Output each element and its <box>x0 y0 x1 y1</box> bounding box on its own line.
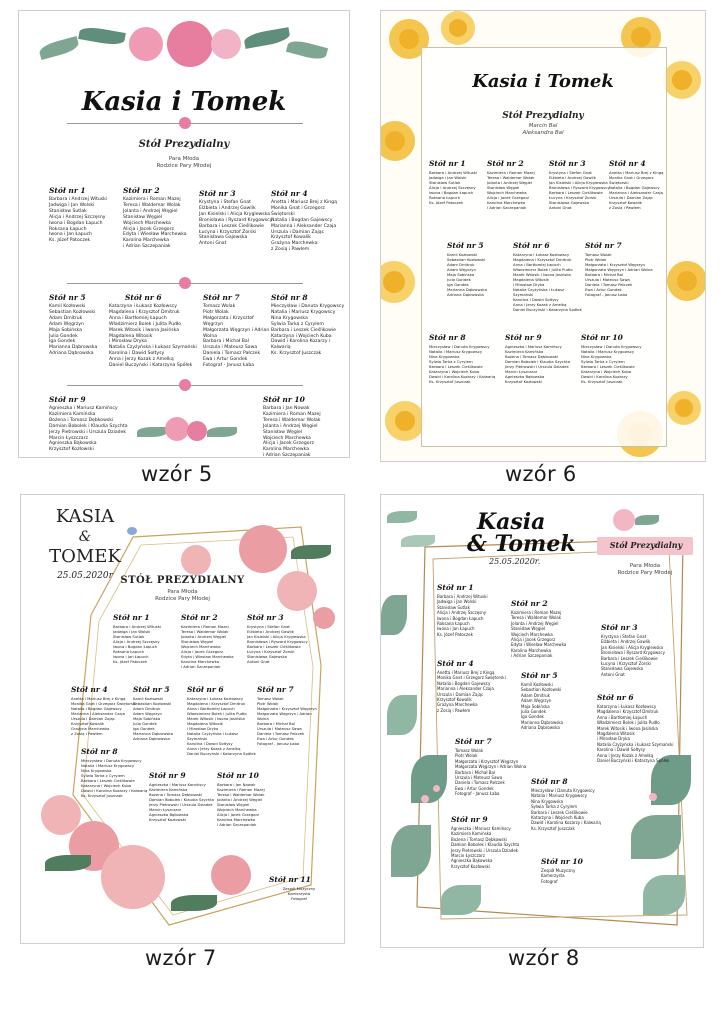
table-block <box>217 771 287 827</box>
table-block <box>597 693 691 763</box>
template-7-card[interactable] <box>20 494 345 944</box>
table-number-label: Stół nr 4 <box>609 159 646 168</box>
table-number-label: Stół nr 8 <box>271 293 308 302</box>
template-caption: wzór 8 <box>508 946 580 970</box>
table-guest-list: Tomasz Wolak Piotr Wolak Małgorzata i Krzysztof Węgrzyn Małgorzata Węgrzyn i Adrian Wolna Barbara i Michał Bal Urszula i Mateusz Sawa Daniela i Tomasz Pałczek Ewa i Artur Gondek Fotograf - Janusz Łaba <box>455 748 527 797</box>
floral-footer-decoration <box>137 411 237 451</box>
template-caption: wzór 5 <box>141 462 213 486</box>
table-guest-list: Tomasz Wolak Piotr Wolak Małgorzata i Krzysztof Węgrzyn Małgorzata Węgrzyn i Adrian Wolna Barbara i Michał Bal Urszula i Mateusz Sawa Daniela i Tomasz Pałczek Ewa i Artur Gondek Fotograf - Janusz Łaba <box>257 696 317 746</box>
table-block <box>601 623 689 677</box>
table-number-label: Stół nr 6 <box>125 293 162 302</box>
table-number-label: Stół nr 9 <box>149 771 186 780</box>
table-number-label: Stół nr 3 <box>601 623 638 632</box>
table-block <box>263 395 347 458</box>
table-guest-list: Kamil Kozłowski Sebastian Kozłowski Adam Dmitruk Adam Węgrzyn Maja Sobińska Julia Gondek Iga Gondek Marianna Dąbrowska Adriana Dąbrowska <box>521 682 564 731</box>
table-block <box>451 815 547 869</box>
table-number-label: Stół nr 7 <box>455 737 492 746</box>
table-number-label: Stół nr 7 <box>257 685 294 694</box>
table-guest-list: Agnieszka i Mariusz Kamińscy Kazimiera Kamińska Bożena i Tomasz Dębkowski Damian Bobolek i Klaudia Szychta Jerzy Pietrowski i Urszula Dziadek Marcin Łyszczarz Agnieszka Bąkowska Krzysztof Kozłowski <box>49 406 128 453</box>
table-block <box>71 685 137 736</box>
table-guest-list: Kazimiera i Roman Mazej Teresa i Waldemar Wolak Jolanta i Andrzej Węgiel Stanisław Węgiel Wojciech Marchewka Alicja i Jacek Grzegorz Edyta i Wiesław Marchewka Karolina Marchewka i Adrian Szczepaniak <box>181 624 234 669</box>
table-number-label: Stół nr 1 <box>49 186 86 195</box>
table-number-label: Stół nr 1 <box>429 159 466 168</box>
table-block <box>113 613 179 664</box>
table-guest-list: Agnieszka i Mariusz Kamińscy Kazimiera Kamińska Bożena i Tomasz Dębkowski Damian Bobolek i Klaudia Szychta Jerzy Pietrowski i Urszula Dziadek Marcin Łyszczarz Agnieszka Bąkowska Krzysztof Kozłowski <box>505 344 570 384</box>
table-guest-list: Barbara i Andrzej Wituski Jadwiga i Jan Wolski Stanisław Sutlak Alicja i Andrzej Szczęsny Iwona i Bogdan Łapuch Roksana Łapuch Iwona i Jan Łapuch Ks. Józef Patoczek <box>437 594 488 637</box>
table-guest-list: Barbara i Andrzej Wituski Jadwiga i Jan Wolski Stanisław Sutlak Alicja i Andrzej Szczęsny Iwona i Bogdan Łapuch Roksana Łapuch Iwona i Jan Łapuch Ks. Józef Patoczek <box>49 197 108 244</box>
table-block <box>513 241 585 312</box>
head-table-title: Stół Prezydialny <box>609 540 683 550</box>
table-number-label: Stół nr 11 <box>269 875 311 884</box>
table-number-label: Stół nr 1 <box>437 583 474 592</box>
table-guest-list: Mieczysław i Danuta Krygowscy Natalia i Mariusz Krygowscy Nina Krygowska Sylwia Tarka z Cyrylem Barbara i Leszek Cieślikowie Katarzyna i Wojciech Kuba Dawid i Karolina Kozarzy i Kalwarią Ks. Krzysztof Juszczak <box>531 788 601 831</box>
table-number-label: Stół nr 4 <box>71 685 108 694</box>
table-block <box>609 159 671 210</box>
table-guest-list: Anetta i Mariusz Brej z Kingą Monika Gnat i Grzegorz Świętorski Natalia i Bogdan Gajewscy Marianna i Aleksander Czaja Urszula i Damian Zając Krzysztof Kowalik z Zosią i Pawłem <box>609 170 664 210</box>
table-block <box>581 333 657 384</box>
table-guest-list: Katarzyna i Łukasz Kozłowscy Magdalena i Krzysztof Dmitruk Anna i Bartłomiej Łapuch Władzimierz Bolek i Julita Pudło Marek Witosik i Iwona Jasińska Magdalena Witosik i Mirosław Dryka Natalia Czyżyńska i Łukasz Szymański Karolina i Dawid Sołtysy Anna i Jerzy Kozak z Amelką Daniel Buczyński i Katarzyna Spółek <box>187 696 256 756</box>
head-table-guests: Para Młoda Rodzice Pary Młodej <box>156 156 212 169</box>
head-table-guests: Para Młoda Rodzice Pary Młodej <box>617 563 673 576</box>
table-number-label: Stół nr 8 <box>531 777 568 786</box>
table-guest-list: Kamil Kozłowski Sebastian Kozłowski Adam Dmitruk Adam Węgrzyn Maja Sobińska Julia Gondek Iga Gondek Marianna Dąbrowska Adriana Dąbrowska <box>49 304 98 357</box>
couple-title: Kasia i Tomek <box>81 87 287 117</box>
couple-title-2: & Tomek <box>467 531 576 557</box>
template-5-card[interactable] <box>18 10 350 458</box>
table-guest-list: Mieczysław i Danuta Krygowscy Natalia i Mariusz Krygowscy Nina Krygowska Sylwia Tarka z Cyrylem Barbara i Leszek Cieślikowie Katarzyna i Wojciech Kuba Dawid i Karolina Kozarzy i Kalwarią Ks. Krzysztof Juszczak <box>429 344 496 384</box>
table-number-label: Stół nr 4 <box>437 659 474 668</box>
table-guest-list: Katarzyna i Łukasz Kozłowscy Magdalena i Krzysztof Dmitruk Anna i Bartłomiej Łapuch Władzimierz Bolek i Julita Pudło Marek Witosik i Iwona Jasińska Magdalena Witosik i Mirosław Dryka Natalia Czyżyńska i Łukasz Szymański Karolina i Dawid Sołtysy Anna i Jerzy Kozak z Amelką Daniel Buczyński i Katarzyna Spółek <box>513 252 582 312</box>
table-number-label: Stół nr 2 <box>487 159 524 168</box>
table-guest-list: Zespół Muzyczny Kamerzysta Fotograf <box>282 886 316 901</box>
table-block <box>585 241 657 297</box>
table-number-label: Stół nr 10 <box>263 395 305 404</box>
rose-divider-icon <box>179 117 191 129</box>
table-block <box>521 671 601 731</box>
table-guest-list: Tomasz Wolak Piotr Wolak Małgorzata i Krzysztof Węgrzyn Małgorzata Węgrzyn i Adrian Wolna Barbara i Michał Bal Urszula i Mateusz Sawa Daniela i Tomasz Pałczek Ewa i Artur Gondek Fotograf - Janusz Łaba <box>585 252 653 297</box>
couple-title-1: Kasia <box>477 509 546 535</box>
couple-title: Kasia i Tomek <box>472 71 614 92</box>
table-block <box>505 333 577 384</box>
table-guest-list: Krystyna i Stefan Gnat Elżbieta i Andrzej Gawlik Jan Kisielski i Alicja Kryglewska Bronisława i Ryszard Krygowscy Barbara i Leszek Cieślikowie Łucyna i Krzysztof Zorski Stanisława Gajewska Antoni Gnat <box>549 170 610 210</box>
table-guest-list: Mieczysław i Danuta Krygowscy Natalia i Mariusz Krygowscy Nina Krygowska Sylwia Tarka z Cyrylem Barbara i Leszek Cieślikowie Katarzyna i Wojciech Kuba Dawid i Karolina Kozarzy i Kalwarią Ks. Krzysztof Juszczak <box>81 758 148 798</box>
table-block <box>181 613 247 669</box>
table-block <box>271 189 347 253</box>
table-number-label: Stół nr 3 <box>247 613 284 622</box>
table-block <box>447 241 511 297</box>
table-guest-list: Kamil Kozłowski Sebastian Kozłowski Adam Dmitruk Adam Węgrzyn Maja Sobińska Julia Gondek Iga Gondek Marianna Dąbrowska Adriana Dąbrowska <box>447 252 487 297</box>
floral-header-decoration <box>39 19 329 79</box>
table-number-label: Stół nr 3 <box>549 159 586 168</box>
table-number-label: Stół nr 3 <box>199 189 236 198</box>
table-block <box>123 186 209 250</box>
rose-divider-icon <box>179 277 191 289</box>
template-6-card[interactable] <box>380 10 706 462</box>
table-guest-list: Krystyna i Stefan Gnat Elżbieta i Andrzej Gawlik Jan Kisielski i Alicja Kryglewska Bronisława i Ryszard Krygowscy Barbara i Leszek Cieślikowie Łucyna i Krzysztof Zorski Stanisława Gajewska Antoni Gnat <box>601 634 665 677</box>
table-block <box>187 685 257 756</box>
table-block <box>271 293 347 357</box>
table-block <box>437 659 523 713</box>
butterfly-icon <box>127 527 137 535</box>
table-number-label: Stół nr 5 <box>521 671 558 680</box>
table-block <box>455 737 541 797</box>
head-table-title: Stół Prezydialny <box>138 139 230 150</box>
table-guest-list: Agnieszka i Mariusz Kamińscy Kazimiera Kamińska Bożena i Tomasz Dębkowski Damian Bobolek i Klaudia Szychta Jerzy Pietrowski i Urszula Dziadek Marcin Łyszczarz Agnieszka Bąkowska Krzysztof Kozłowski <box>451 826 520 869</box>
table-number-label: Stół nr 9 <box>49 395 86 404</box>
table-block <box>269 875 329 901</box>
table-guest-list: Kazimiera i Roman Mazej Teresa i Waldemar Wolak Jolanta i Andrzej Węgiel Stanisław Węgiel Wojciech Marchewka Alicja i Jacek Grzegorz Edyta i Wiesław Marchewka Karolina Marchewka i Adrian Szczepaniak <box>123 197 187 250</box>
table-block <box>109 293 199 369</box>
table-guest-list: Anetta i Mariusz Brej z Kingą Monika Gnat i Grzegorz Świętorski Natalia i Bogdan Gajewscy Marianna i Aleksander Czaja Urszula i Damian Zając Krzysztof Kowalik Grażyna Marchewka z Zosią i Pawłem <box>71 696 137 736</box>
table-number-label: Stół nr 7 <box>585 241 622 250</box>
table-number-label: Stół nr 7 <box>203 293 240 302</box>
table-number-label: Stół nr 8 <box>429 333 466 342</box>
table-block <box>81 747 151 798</box>
template-caption: wzór 7 <box>145 946 217 970</box>
table-number-label: Stół nr 9 <box>451 815 488 824</box>
table-number-label: Stół nr 6 <box>187 685 224 694</box>
table-number-label: Stół nr 2 <box>181 613 218 622</box>
table-number-label: Stół nr 5 <box>133 685 170 694</box>
table-guest-list: Kazimiera i Roman Mazej Teresa i Waldemar Wolak Jolanta i Andrzej Węgiel Stanisław Węgiel Wojciech Marchewka Alicja i Jacek Grzegorz Edyta i Wiesław Marchewka Karolina Marchewka i Adrian Szczepaniak <box>511 610 567 659</box>
table-number-label: Stół nr 10 <box>581 333 623 342</box>
table-block <box>133 685 191 741</box>
table-block <box>541 857 611 884</box>
table-guest-list: Krystyna i Stefan Gnat Elżbieta i Andrzej Gawlik Jan Kisielski i Alicja Kryglewska Bronisława i Ryszard Krygowscy Barbara i Leszek Cieślikowie Łucyna i Krzysztof Zorski Stanisława Gajewska Antoni Gnat <box>199 200 273 247</box>
table-number-label: Stół nr 6 <box>513 241 550 250</box>
head-table-guests: Para Młoda Rodzice Pary Młodej <box>155 589 210 602</box>
table-block <box>49 395 135 453</box>
template-caption: wzór 6 <box>505 462 577 486</box>
wedding-date: 25.05.2020r <box>57 571 113 581</box>
couple-title: KASIA & TOMEK <box>49 506 121 567</box>
table-block <box>257 685 323 746</box>
table-block <box>549 159 611 210</box>
table-number-label: Stół nr 6 <box>597 693 634 702</box>
table-number-label: Stół nr 1 <box>113 613 150 622</box>
table-guest-list: Mieczysław i Danuta Krygowscy Natalia i Mariusz Krygowscy Nina Krygowska Sylwia Tarka z Cyrylem Barbara i Leszek Cieślikowie Katarzyna i Wojciech Kuba Dawid i Karolina Kozarzy i Kalwarią Ks. Krzysztof Juszczak <box>271 304 345 357</box>
table-number-label: Stół nr 2 <box>511 599 548 608</box>
table-guest-list: Mieczysław i Danuta Krygowscy Natalia i Mariusz Krygowscy Nina Krygowska Sylwia Tarka z Cyrylem Barbara i Leszek Cieślikowie Katarzyna i Wojciech Kuba Dawid i Karolina Kozarzy Ks. Krzysztof Juszczak <box>581 344 642 384</box>
table-number-label: Stół nr 10 <box>217 771 259 780</box>
table-block <box>487 159 549 210</box>
table-block <box>247 613 313 664</box>
table-number-label: Stół nr 5 <box>447 241 484 250</box>
table-block <box>429 333 501 384</box>
head-table-title: STÓŁ PREZYDIALNY <box>120 575 245 586</box>
table-guest-list: Tomasz Wolak Piotr Wolak Małgorzata i Krzysztof Węgrzyn Małgorzata Węgrzyn i Adrian Wolna Barbara i Michał Bal Urszula i Mateusz Sawa Daniela i Tomasz Pałczek Ewa i Artur Gondek Fotograf - Janusz Łaba <box>203 304 270 369</box>
table-guest-list: Anetta i Mariusz Brej z Kingą Monika Gnat i Grzegorz Świętorski Natalia i Bogdan Gajewscy Marianna i Aleksander Czaja Urszula i Damian Zając Krzysztof Kowalik Grażyna Marchewka z Zosią i Pawłem <box>271 200 337 253</box>
table-guest-list: Barbara i Andrzej Wituski Jadwiga i Jan Wolski Stanisław Sutlak Alicja i Andrzej Szczęsny Iwona i Bogdan Łapuch Roksana Łapuch Iwona i Jan Łapuch Ks. Józef Patoczek <box>113 624 162 664</box>
table-number-label: Stół nr 2 <box>123 186 160 195</box>
table-number-label: Stół nr 4 <box>271 189 308 198</box>
table-block <box>437 583 521 637</box>
table-guest-list: Krystyna i Stefan Gnat Elżbieta i Andrzej Gawlik Jan Kisielski i Alicja Kryglewska Bronisława i Ryszard Krygowscy Barbara i Leszek Cieślikowie Łucyna i Krzysztof Zorski Stanisława Gajewska Antoni Gnat <box>247 624 308 664</box>
table-guest-list: Anetta i Mariusz Brej z Kingą Monika Gnat i Grzegorz Świętorski Natalia i Bogdan Gajewscy Marianna i Aleksander Czaja Urszula i Damian Zając Krzysztof Kowalik Grażyna Marchewka z Zosią i Pawłem <box>437 670 506 713</box>
head-table-guests: Marcin Bal Aleksandra Bal <box>522 123 564 136</box>
rose-divider-icon <box>179 379 191 391</box>
table-guest-list: Katarzyna i Łukasz Kozłowscy Magdalena i Krzysztof Dmitruk Anna i Bartłomiej Łapuch Władzimierz Bolek i Julita Pudło Marek Witosik i Iwona Jasińska Magdalena Witosik i Mirosław Dryka Natalia Czyżyńska i Łukasz Szymański Karolina i Dawid Sołtysy Anna i Jerzy Kozak z Amelką Daniel Buczyński i Katarzyna Spółek <box>597 704 674 764</box>
table-block <box>511 599 595 659</box>
table-number-label: Stół nr 8 <box>81 747 118 756</box>
table-guest-list: Kazimiera i Roman Mazej Teresa i Waldemar Wolak Jolanta i Andrzej Węgiel Stanisław Węgiel Wojciech Marchewka Alicja i Jacek Grzegorz Karolina Marchewka i Adrian Szczepaniak <box>487 170 535 210</box>
table-guest-list: Zespół Muzyczny Kamerzysta Fotograf <box>541 868 576 884</box>
table-block <box>429 159 489 205</box>
table-number-label: Stół nr 5 <box>49 293 86 302</box>
table-block <box>149 771 219 822</box>
table-number-label: Stół nr 9 <box>505 333 542 342</box>
template-8-card[interactable] <box>380 494 704 948</box>
table-guest-list: Barbara i Andrzej Wituski Jadwiga i Jan Wolski Stanisław Sutlak Alicja i Andrzej Szczęsny Iwona i Bogdan Łapuch Roksana Łapuch Ks. Józef Patoczek <box>429 170 478 205</box>
wedding-date: 25.05.2020r. <box>489 557 541 566</box>
table-guest-list: Agnieszka i Mariusz Kamińscy Kazimiera Kamińska Bożena i Tomasz Dębkowski Damian Bobolek i Klaudia Szychta Jerzy Pietrowski i Urszula Dziadek Marcin Łyszczarz Agnieszka Bąkowska Krzysztof Kozłowski <box>149 782 214 822</box>
table-number-label: Stół nr 10 <box>541 857 583 866</box>
table-guest-list: Barbara i Jan Nowak Kazimiera i Roman Mazej Teresa i Waldemar Wolak Jolanta i Andrzej Węgiel Stanisław Węgiel Wojciech Marchewka Alicja i Jacek Grzegorz Karolina Marchewka i Adrian Szczepaniak <box>263 406 321 458</box>
head-table-title: Stół Prezydialny <box>502 111 584 121</box>
table-guest-list: Katarzyna i Łukasz Kozłowscy Magdalena i Krzysztof Dmitruk Anna i Bartłomiej Łapuch Władzimierz Bolek i Julita Pudło Marek Witosik i Iwona Jasińska Magdalena Witosik i Mirosław Dryka Natalia Czyżyńska i Łukasz Szymański Karolina i Dawid Sołtysy Anna i Jerzy Kozak z Amelką Daniel Buczyński i Katarzyna Spółek <box>109 304 197 369</box>
table-guest-list: Barbara i Jan Nowak Kazimiera i Roman Mazej Teresa i Waldemar Wolak Jolanta i Andrzej Węgiel Stanisław Węgiel Wojciech Marchewka Alicja i Jacek Grzegorz Karolina Marchewka i Adrian Szczepaniak <box>217 782 265 827</box>
table-guest-list: Kamil Kozłowski Sebastian Kozłowski Adam Dmitruk Adam Węgrzyn Maja Sobińska Julia Gondek Iga Gondek Marianna Dąbrowska Adriana Dąbrowska <box>133 696 173 741</box>
table-block <box>203 293 275 369</box>
